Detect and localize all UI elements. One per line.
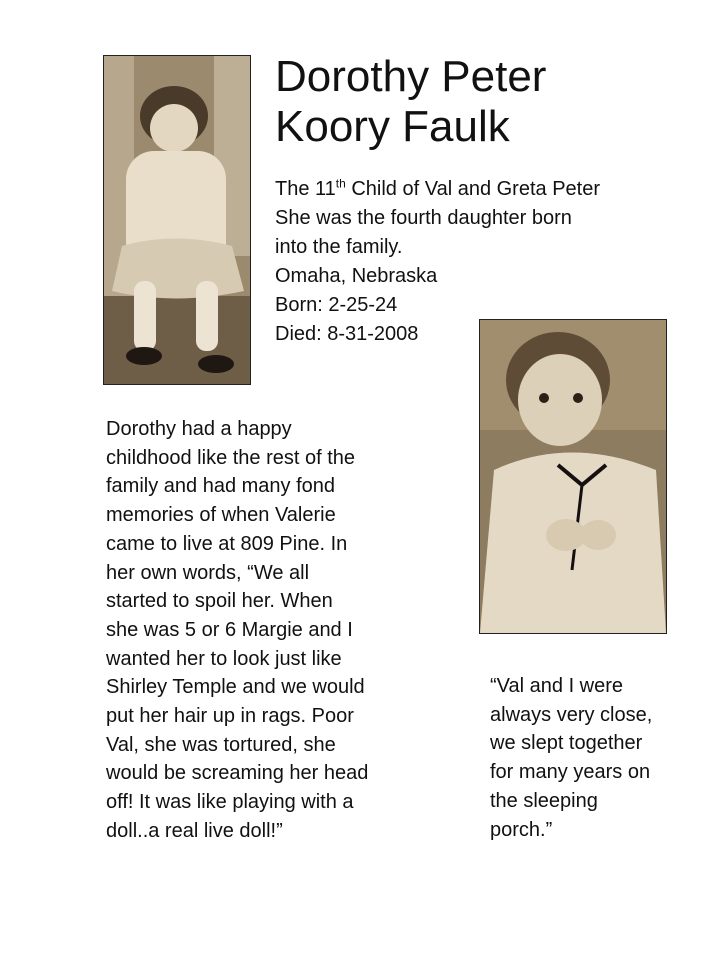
story-line: doll..a real live doll!” <box>106 819 283 842</box>
death-date: Died: 8-31-2008 <box>275 323 419 345</box>
quote-line: the sleeping <box>490 789 598 812</box>
story-line: Val, she was tortured, she <box>106 733 336 756</box>
story-line: childhood like the rest of the <box>106 446 356 469</box>
title-line-1: Dorothy Peter <box>275 52 547 101</box>
child-order-prefix: The 11 <box>275 178 336 200</box>
story-line: memories of when Valerie <box>106 504 336 527</box>
story-line: started to spoil her. When <box>106 590 333 613</box>
daughter-line-2: into the family. <box>275 236 403 258</box>
page-title <box>275 52 695 152</box>
story-line: family and had many fond <box>106 475 336 498</box>
birth-date: Born: 2-25-24 <box>275 294 398 316</box>
story-line: off! It was like playing with a <box>106 791 354 814</box>
quote-line: we slept together <box>490 732 643 755</box>
story-line: came to live at 809 Pine. In <box>106 532 348 555</box>
story-paragraph <box>106 415 406 846</box>
quote-line: for many years on <box>490 761 651 784</box>
story-line: put her hair up in rags. Poor <box>106 705 354 728</box>
child-order-line <box>275 175 695 204</box>
title-line-2: Koory Faulk <box>275 102 510 151</box>
quote-line: always very close, <box>490 703 653 726</box>
photo-toddler <box>479 319 667 634</box>
story-line: Shirley Temple and we would <box>106 676 365 699</box>
child-order-superscript: th <box>335 176 346 191</box>
story-line: her own words, “We all <box>106 561 310 584</box>
child-order-suffix: Child of Val and Greta Peter <box>345 178 601 200</box>
story-line: would be screaming her head <box>106 762 369 785</box>
story-line: Dorothy had a happy <box>106 418 292 440</box>
story-line: she was 5 or 6 Margie and I <box>106 618 353 641</box>
story-line: wanted her to look just like <box>106 647 342 670</box>
daughter-line-1: She was the fourth daughter born <box>275 207 572 229</box>
photo-dorothy-seated <box>103 55 251 385</box>
quote-paragraph <box>490 672 680 844</box>
quote-line: porch.” <box>490 818 553 841</box>
birthplace: Omaha, Nebraska <box>275 265 438 287</box>
quote-line: “Val and I were <box>490 675 624 697</box>
